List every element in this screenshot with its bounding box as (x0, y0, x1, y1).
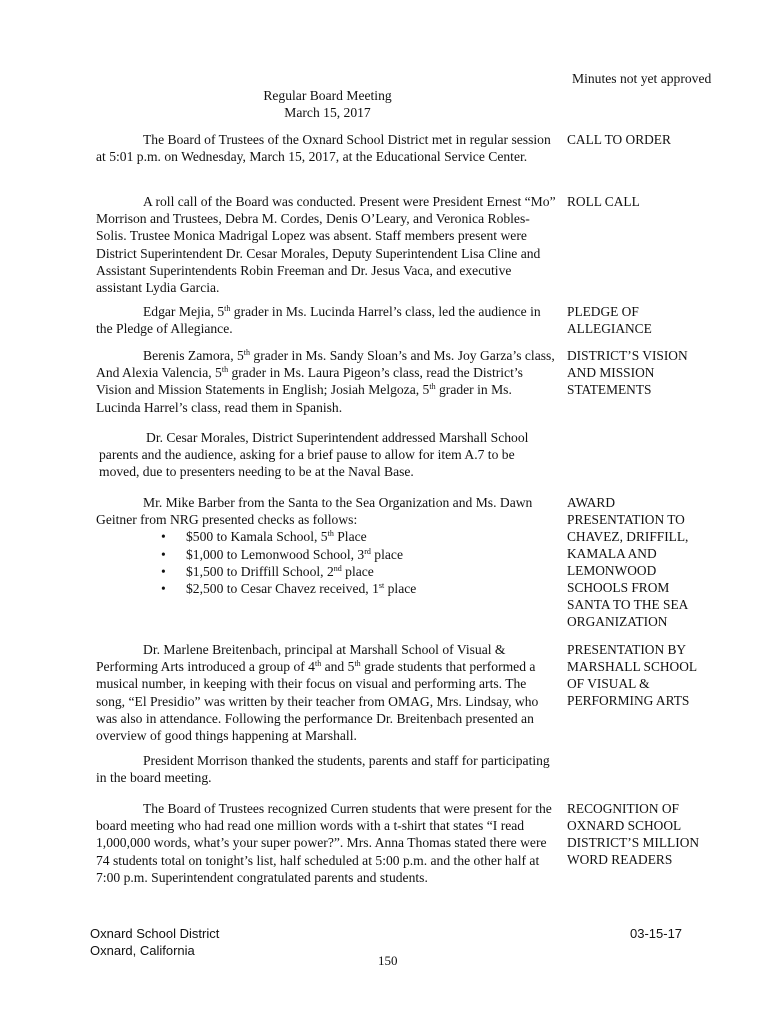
footer-date-code: 03-15-17 (630, 926, 683, 941)
call-to-order-heading: CALL TO ORDER (567, 132, 671, 147)
footer-org: Oxnard School District (90, 926, 220, 941)
vision-text (96, 347, 556, 416)
award-item-text: $1,500 to Driffill School, 2 (186, 563, 334, 579)
award-item-text: place (341, 563, 374, 579)
award-list-item (161, 563, 556, 580)
marshall-heading-line: MARSHALL SCHOOL (567, 659, 698, 674)
vision-heading (567, 347, 717, 398)
address-text: Dr. Cesar Morales, District Superintendent addressed Marshall School parents and the audience, asking for a brief pause to allow for item A.7 to be moved, due to presenters needing to be at the Naval Base. (99, 430, 529, 480)
award-item-sup: th (327, 529, 334, 539)
thanks-paragraph (96, 752, 556, 786)
call-to-order-text: The Board of Trustees of the Oxnard School District met in regular session at 5:01 p.m. on Wednesday, March 15, 2017, at the Educational Service Center. (96, 132, 551, 165)
vision-text-part: Berenis Zamora, 5 (143, 348, 244, 363)
vision-sup: th (221, 365, 229, 375)
award-intro-text: Mr. Mike Barber from the Santa to the Sea Organization and Ms. Dawn Geitner from NRG presented checks as follows: (96, 495, 533, 528)
pledge-text (96, 303, 556, 337)
pledge-heading-line: ALLEGIANCE (567, 321, 652, 336)
award-list-item (161, 580, 556, 597)
award-heading-line: AWARD (567, 495, 616, 510)
marshall-sup: th (354, 659, 361, 669)
readers-heading-line: DISTRICT’S MILLION (567, 835, 700, 850)
vision-heading-line: AND MISSION (567, 365, 655, 380)
vision-heading-line: DISTRICT’S VISION (567, 348, 688, 363)
award-heading (567, 494, 717, 630)
readers-paragraph (96, 800, 556, 886)
vision-sup: th (429, 382, 436, 392)
marshall-text-part: grade students that performed a musical number, in keeping with their focus on visual and performing arts. The song, “El Presidio” was written by their teacher from OMAG, Mrs. Lindsay, who was also in attendance. Following the performance Dr. Breitenbach presented an overview of good things happening at Marshall. (96, 659, 539, 744)
award-list-item (161, 528, 556, 545)
readers-heading-line: RECOGNITION OF (567, 801, 679, 816)
marshall-text-part: and 5 (321, 659, 355, 675)
marshall-heading-line: PERFORMING ARTS (567, 693, 690, 708)
marshall-heading-line: OF VISUAL & (567, 676, 650, 691)
award-item-text: place (370, 546, 403, 562)
award-heading-line: SCHOOLS FROM (567, 580, 670, 595)
footer-location: Oxnard, California (90, 943, 195, 958)
award-paragraph (96, 494, 556, 597)
award-heading-line: CHAVEZ, DRIFFILL, (567, 529, 689, 544)
award-list (96, 528, 556, 597)
award-item-text: $2,500 to Cesar Chavez received, 1 (186, 581, 379, 597)
readers-text: The Board of Trustees recognized Curren students that were present for the board meeting who had read one million words with a t-shirt that states “I read 1,000,000 words, what’s your super power?”. Mrs. Anna Thomas stated there were 74 students total on tonight’s list, half scheduled at 5:00 p.m. and the other half at 7:00 p.m. Superintendent congratulated parents and students. (96, 801, 552, 885)
vision-text-part: grader in Ms. Laura Pigeon’s class, read the District’s Vision and Mission Statements in English; Josiah Melgoza, 5 (96, 365, 523, 398)
marshall-paragraph (96, 641, 556, 744)
vision-text-part: grader in Ms. Lucinda Harrel’s class, read them in Spanish. (96, 382, 512, 415)
pledge-text-a: Edgar Mejia, 5 (143, 304, 225, 319)
marshall-heading (567, 641, 717, 709)
meeting-title: Regular Board Meeting (263, 88, 392, 103)
readers-heading (567, 800, 717, 868)
vision-paragraph (96, 347, 556, 416)
award-list-item (161, 546, 556, 563)
pledge-sup: th (224, 304, 231, 313)
thanks-text: President Morrison thanked the students, parents and staff for participating in the board meeting. (96, 753, 550, 786)
award-item-text: $500 to Kamala School, 5 (186, 529, 328, 545)
roll-call-heading: ROLL CALL (567, 194, 640, 209)
pledge-heading-line: PLEDGE OF (567, 304, 639, 319)
award-heading-line: KAMALA AND (567, 546, 657, 561)
readers-heading-line: OXNARD SCHOOL (567, 818, 682, 833)
vision-sup: th (243, 348, 251, 357)
award-item-text: $1,000 to Lemonwood School, 3 (186, 546, 365, 562)
award-heading-line: SANTA TO THE SEA (567, 597, 689, 612)
award-item-text: Place (333, 529, 367, 545)
award-item-sup: st (378, 581, 385, 591)
award-heading-line: ORGANIZATION (567, 614, 668, 629)
meeting-date: March 15, 2017 (284, 105, 371, 120)
marshall-text (96, 641, 556, 744)
award-heading-line: LEMONWOOD (567, 563, 657, 578)
marshall-sup: th (314, 659, 322, 669)
pledge-paragraph (96, 303, 556, 337)
page-number: 150 (378, 953, 398, 968)
award-item-sup: rd (364, 546, 371, 556)
pledge-heading (567, 303, 717, 337)
address-paragraph (99, 429, 539, 481)
vision-text-part: grader in Ms. Sandy Sloan’s and Ms. Joy Garza’s class, And Alexia Valencia, 5 (96, 348, 555, 381)
readers-heading-line: WORD READERS (567, 852, 673, 867)
award-item-sup: nd (333, 563, 342, 573)
approval-status-note: Minutes not yet approved (572, 71, 712, 86)
roll-call-paragraph (96, 193, 556, 296)
award-item-text: place (384, 581, 417, 597)
marshall-heading-line: PRESENTATION BY (567, 642, 687, 657)
pledge-text-b: grader in Ms. Lucinda Harrel’s class, led the audience in the Pledge of Allegiance. (96, 304, 541, 337)
marshall-text-part: Dr. Marlene Breitenbach, principal at Marshall School of Visual & Performing Arts introduced a group of 4 (96, 642, 506, 675)
vision-heading-line: STATEMENTS (567, 382, 652, 397)
award-heading-line: PRESENTATION TO (567, 512, 685, 527)
call-to-order-paragraph (96, 131, 556, 165)
roll-call-text: A roll call of the Board was conducted. Present were President Ernest “Mo” Morrison and Trustees, Debra M. Cordes, Denis O’Leary, and Veronica Robles-Solis. Trustee Monica Madrigal Lopez was absent. Staff members present were District Superintendent Dr. Cesar Morales, Deputy Superintendent Lisa Cline and Assistant Superintendents Robin Freeman and Dr. Jesus Vaca, and executive assistant Lydia Garcia. (96, 194, 556, 296)
